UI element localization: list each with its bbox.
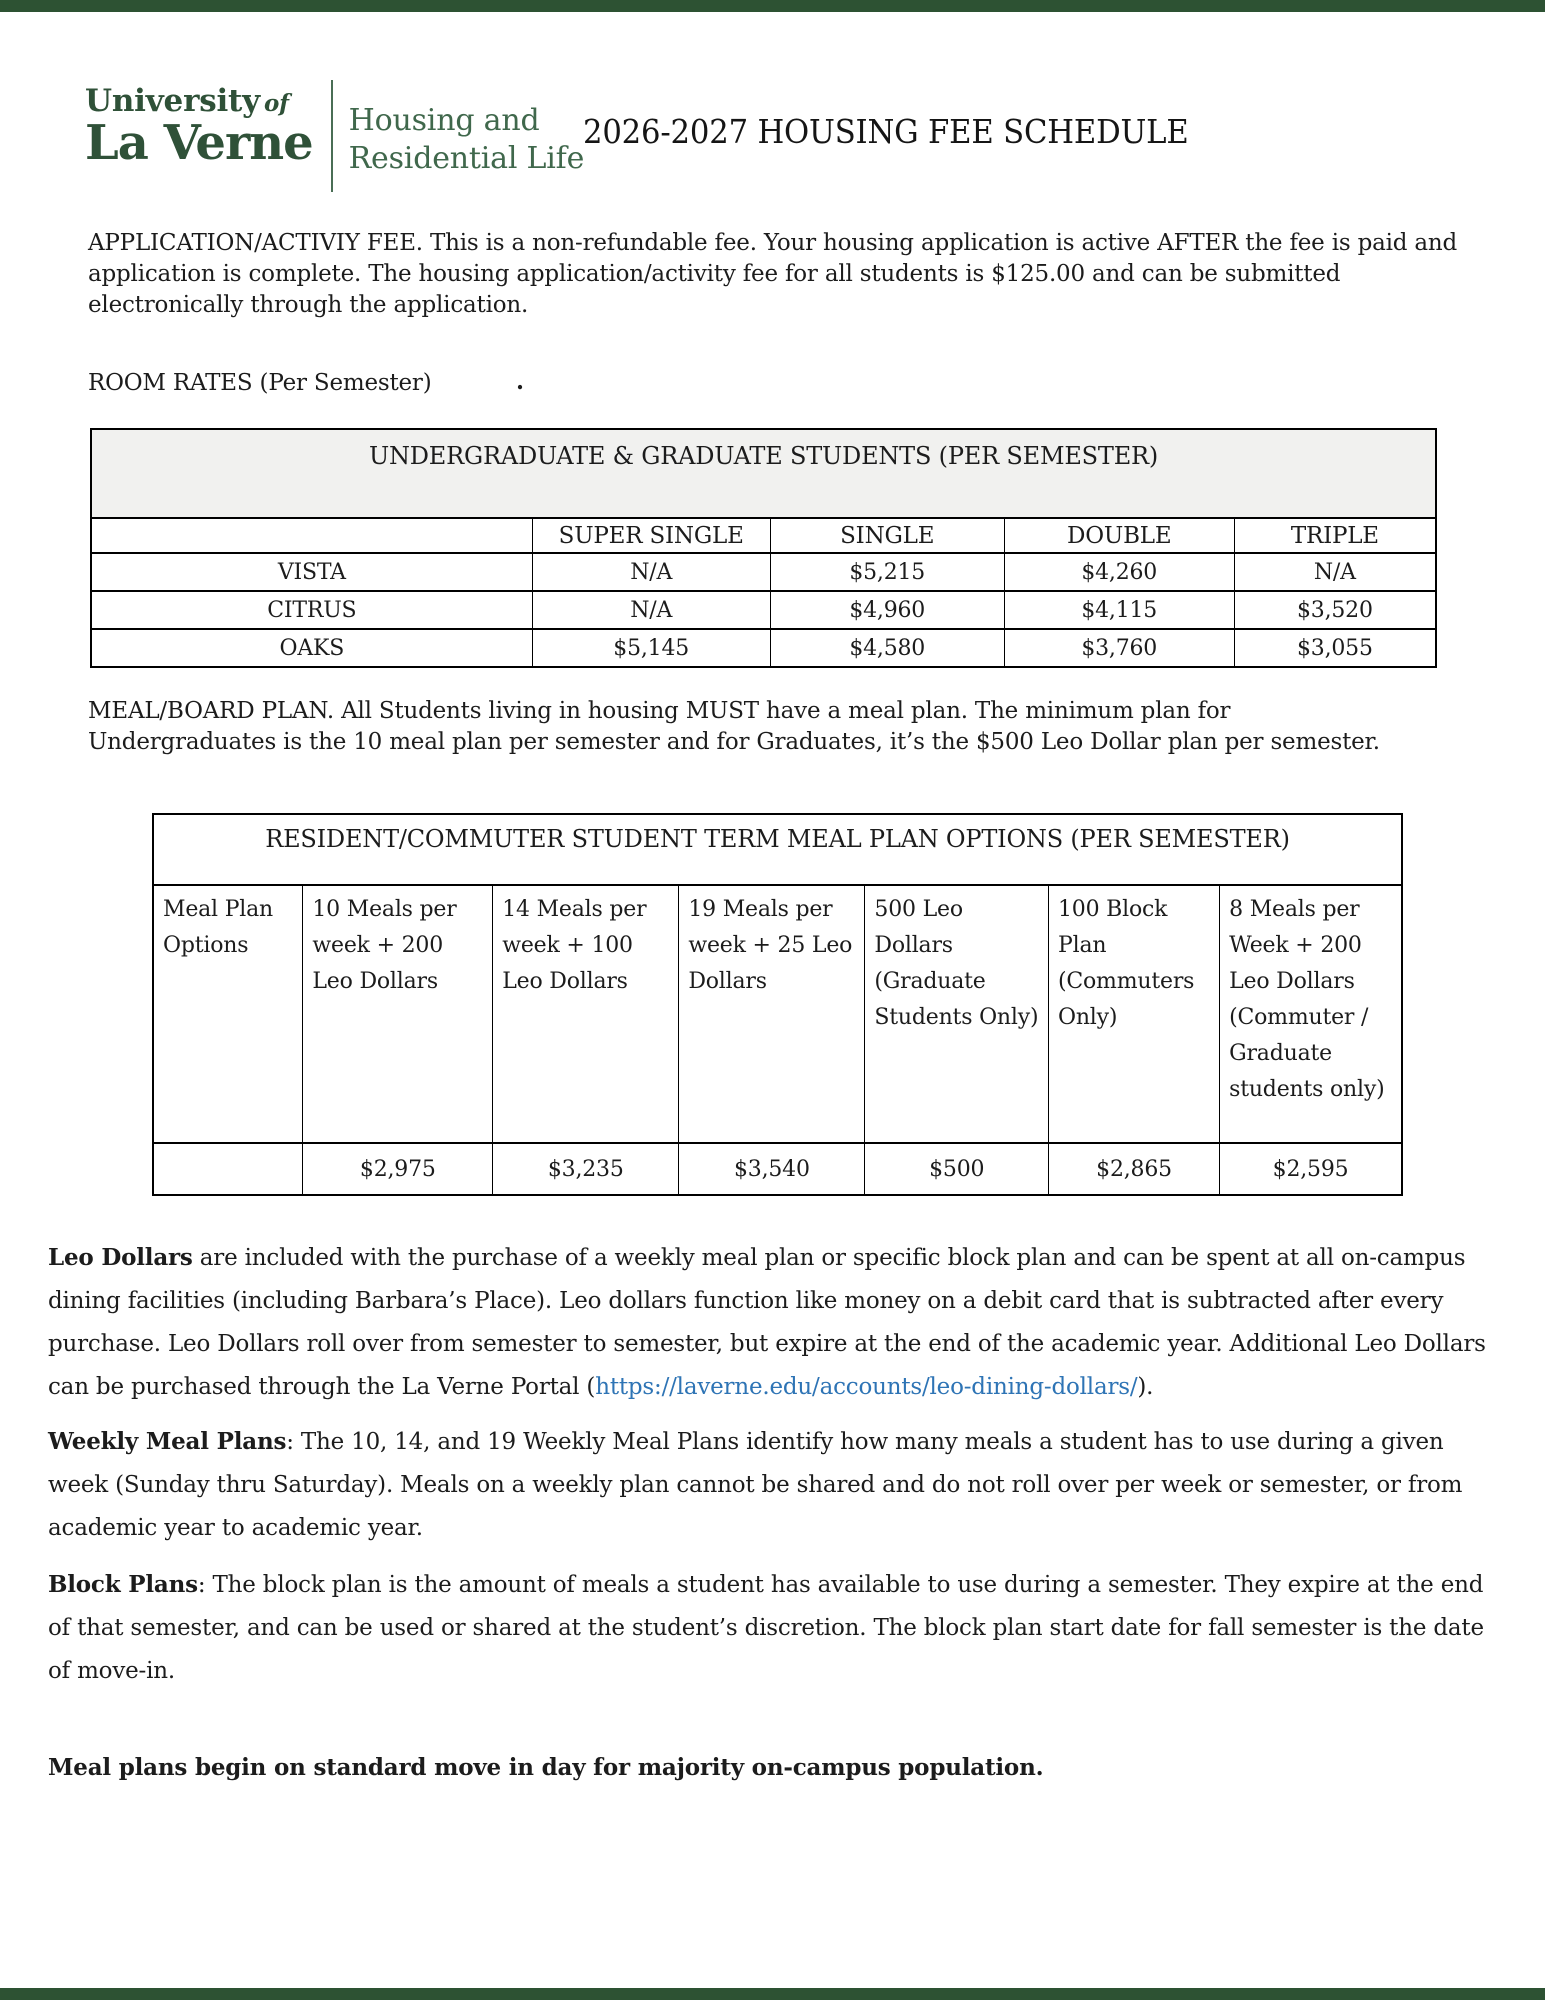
meal-table-title: RESIDENT/COMMUTER STUDENT TERM MEAL PLAN OPTIONS (PER SEMESTER) — [153, 814, 1402, 885]
page-title: 2026-2027 HOUSING FEE SCHEDULE — [583, 112, 1189, 151]
leo-dollars-paragraph — [48, 1236, 1503, 1409]
logo-of-text: of — [263, 90, 289, 117]
room-col-super-single: SUPER SINGLE — [532, 518, 770, 553]
meal-board-paragraph: MEAL/BOARD PLAN. All Students living in housing MUST have a meal plan. The minimum plan for Undergraduates is the 10 meal plan per semester and for Graduates, it’s the $500 Leo Dollar plan per semester. — [88, 698, 1380, 755]
plan-label: 19 Meals per week + 25 Leo Dollars — [679, 885, 865, 1143]
room-rates-table — [90, 428, 1437, 668]
stray-period: . — [516, 368, 524, 395]
meal-table-price-row — [153, 1143, 1402, 1195]
bottom-green-bar — [0, 1988, 1545, 2000]
price-blank-cell — [153, 1143, 303, 1195]
application-fee-paragraph: APPLICATION/ACTIVIY FEE. This is a non-refundable fee. Your housing application is active AFTER the fee is paid and application is complete. The housing application/activity fee for all students is $125.00 and can be submitted electronically through the application. — [88, 230, 1458, 318]
block-plans-text: : The block plan is the amount of meals a student has available to use during a semester. They expire at the end of that semester, and can be used or shared at the student’s discretion. The block plan start date for fall semester is the date of move-in. — [48, 1572, 1484, 1684]
hall-name: VISTA — [91, 553, 532, 591]
move-in-note: Meal plans begin on standard move in day for majority on-campus population. — [48, 1754, 1044, 1781]
plan-price: $500 — [865, 1143, 1049, 1195]
rate-cell: N/A — [1234, 553, 1436, 591]
block-plans-lead: Block Plans — [48, 1571, 198, 1598]
plan-label: 8 Meals per Week + 200 Leo Dollars (Commuter / Graduate students only) — [1220, 885, 1402, 1143]
table-row-oaks — [91, 629, 1436, 667]
rate-cell: $5,215 — [770, 553, 1004, 591]
rate-cell: $3,055 — [1234, 629, 1436, 667]
logo-laverne-text: La Verne — [85, 115, 313, 171]
block-plans-paragraph — [48, 1563, 1503, 1693]
rate-cell: $4,580 — [770, 629, 1004, 667]
dept-line1: Housing and — [348, 103, 540, 138]
rate-cell: N/A — [532, 591, 770, 629]
meal-plan-options-label: Meal Plan Options — [153, 885, 303, 1143]
leo-dining-dollars-link[interactable]: https://laverne.edu/accounts/leo-dining-dollars/ — [595, 1374, 1138, 1400]
rate-cell: $3,520 — [1234, 591, 1436, 629]
rate-cell: $4,115 — [1004, 591, 1234, 629]
room-col-single: SINGLE — [770, 518, 1004, 553]
table-row-citrus — [91, 591, 1436, 629]
weekly-meal-plans-text: : The 10, 14, and 19 Weekly Meal Plans identify how many meals a student has to use during a given week (Sunday thru Saturday). Meals on a weekly plan cannot be shared and do not roll over per week or semester, or from academic year to academic year. — [48, 1429, 1463, 1541]
department-name — [349, 102, 584, 178]
room-table-title: UNDERGRADUATE & GRADUATE STUDENTS (PER SEMESTER) — [91, 429, 1436, 518]
rate-cell: $4,960 — [770, 591, 1004, 629]
hall-name: CITRUS — [91, 591, 532, 629]
logo-divider-rule — [331, 80, 333, 192]
room-rates-heading: ROOM RATES (Per Semester) — [88, 370, 432, 396]
university-logo — [85, 83, 585, 192]
plan-price: $3,540 — [679, 1143, 865, 1195]
university-wordmark — [85, 83, 313, 171]
plan-price: $2,865 — [1049, 1143, 1220, 1195]
hall-name: OAKS — [91, 629, 532, 667]
room-table-title-row — [91, 429, 1436, 518]
plan-label: 500 Leo Dollars (Graduate Students Only) — [865, 885, 1049, 1143]
rate-cell: $4,260 — [1004, 553, 1234, 591]
weekly-meal-plans-paragraph — [48, 1420, 1503, 1550]
meal-table-options-row — [153, 885, 1402, 1143]
weekly-meal-plans-lead: Weekly Meal Plans — [48, 1428, 287, 1455]
table-row-vista — [91, 553, 1436, 591]
top-green-bar — [0, 0, 1545, 12]
rate-cell: N/A — [532, 553, 770, 591]
leo-dollars-lead: Leo Dollars — [48, 1244, 193, 1271]
plan-price: $3,235 — [493, 1143, 679, 1195]
leo-dollars-close: ). — [1137, 1374, 1154, 1400]
plan-price: $2,975 — [303, 1143, 493, 1195]
plan-price: $2,595 — [1220, 1143, 1402, 1195]
plan-label: 14 Meals per week + 100 Leo Dollars — [493, 885, 679, 1143]
logo-university-text: University — [85, 83, 260, 119]
rate-cell: $5,145 — [532, 629, 770, 667]
room-col-double: DOUBLE — [1004, 518, 1234, 553]
rate-cell: $3,760 — [1004, 629, 1234, 667]
room-table-header-row — [91, 518, 1436, 553]
plan-label: 10 Meals per week + 200 Leo Dollars — [303, 885, 493, 1143]
dept-line2: Residential Life — [348, 141, 585, 176]
room-col-blank — [91, 518, 532, 553]
meal-plan-table — [152, 813, 1403, 1196]
room-col-triple: TRIPLE — [1234, 518, 1436, 553]
meal-table-title-row — [153, 814, 1402, 885]
leo-dollars-text: are included with the purchase of a weekly meal plan or specific block plan and can be spent at all on-campus dining facilities (including Barbara’s Place). Leo dollars function like money on a debit card that is subtracted after every purchase. Leo Dollars roll over from semester to semester, but expire at the end of the academic year. Additional Leo Dollars can be purchased through the La Verne Portal ( — [48, 1245, 1486, 1400]
plan-label: 100 Block Plan (Commuters Only) — [1049, 885, 1220, 1143]
